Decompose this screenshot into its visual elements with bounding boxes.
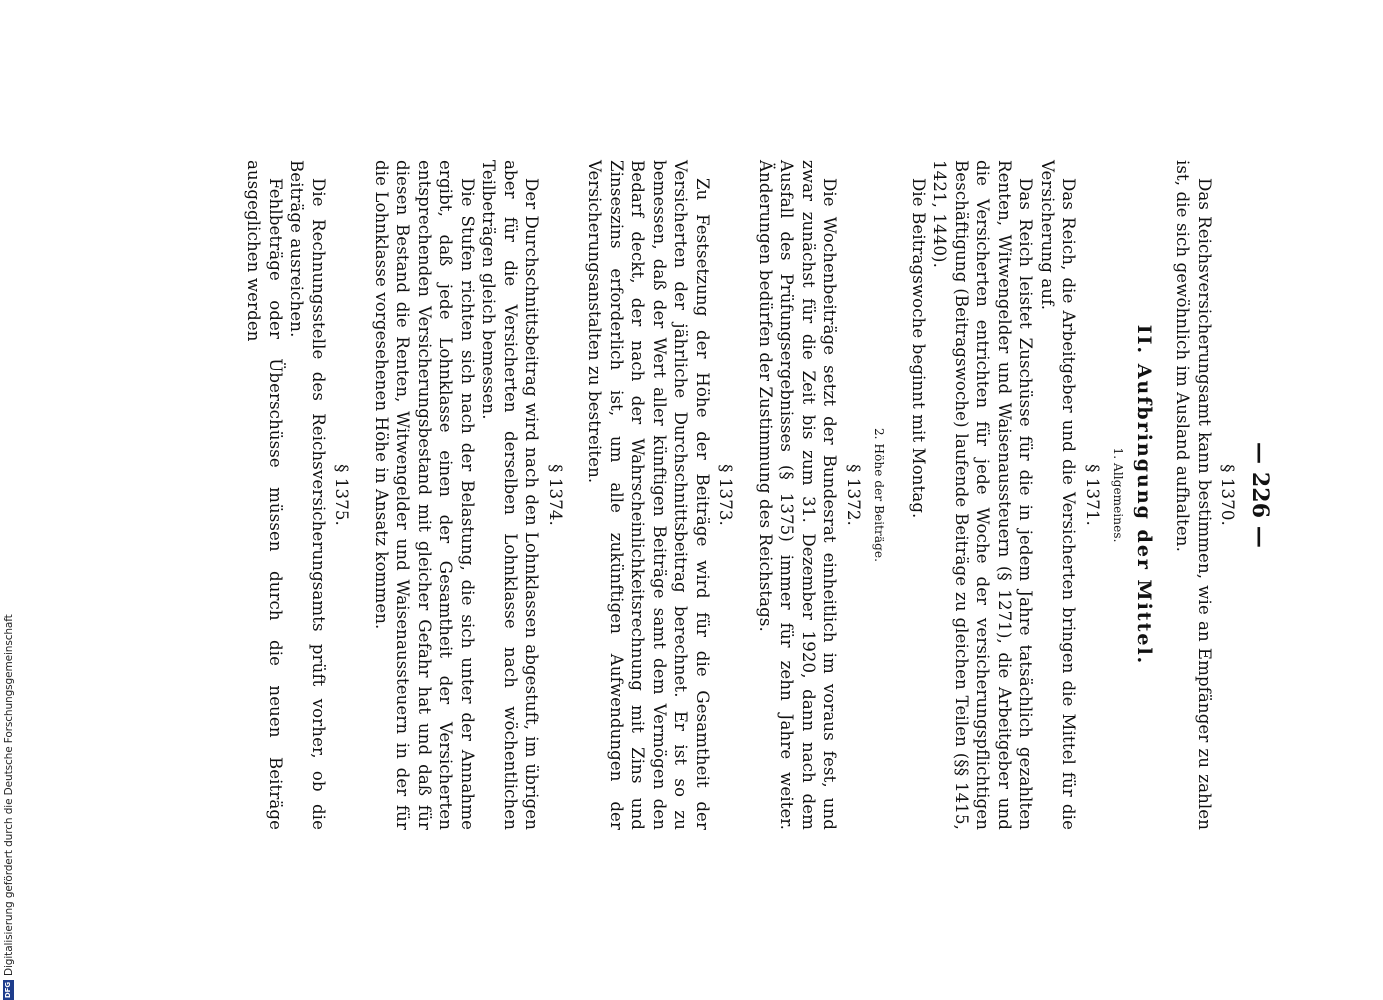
paragraph-1371-text-1: Das Reich, die Arbeitgeber und die Versicherten bringen die Mittel für die Versicherung auf. [1038, 160, 1079, 830]
paragraph-1375-text-2: Fehlbeträge oder Überschüsse müssen durch die neuen Beiträge ausgeglichen werden [244, 160, 285, 830]
paragraph-1372-text: Die Wochenbeiträge setzt der Bundesrat einheitlich im voraus fest, und zwar zunächst für die Zeit bis zum 31. Dezember 1920, dann nach dem Ausfall des Prüfungsergebnisses (§ 1375) immer für zehn Jahre weiter. Änderungen bedürfen der Zustimmung des Reichstags. [756, 160, 840, 830]
paragraph-heading-1371: § 1371. [1083, 464, 1102, 526]
paragraph-heading-1375: § 1375. [332, 464, 352, 526]
paragraph-1371-text-2: Das Reich leistet Zuschüsse für die in jedem Jahre tatsächlich gezahlten Renten, Witwengelder und Waisenaussteuern (§ 1271), die Arbeitgeber und die Versicherten entrichten für jede Woche der versicherungspflichtigen Beschäftigung (Beitragswoche) laufende Beiträge zu gleichen Teilen (§§ 1415, 1421, 1440). [930, 160, 1036, 830]
subsection-title-hoehe-der-beitraege: 2. Höhe der Beiträge. [872, 427, 887, 563]
paragraph-heading-1370: § 1370. [1218, 464, 1238, 526]
dfg-logo-icon: DFG [4, 981, 12, 999]
section-title-aufbringung: II. Aufbringung der Mittel. [1133, 324, 1155, 666]
footer-text: Digitalisierung gefördert durch die Deutsche Forschungsgemeinschaft [2, 614, 15, 976]
digitization-footer [1, 606, 16, 1000]
paragraph-1371-text-3: Die Beitragswoche beginnt mit Montag. [909, 178, 928, 519]
paragraph-heading-1372: § 1372. [844, 464, 863, 526]
document-page [160, 160, 1273, 830]
paragraph-1374-text-1: Der Durchschnittsbeitrag wird nach den Lohnklassen abgestuft, im übrigen aber für die Versicherten derselben Lohnklasse nach wöchentlichen Teilbeträgen gleich bemessen. [479, 160, 542, 830]
page-number: — 226 — [1247, 442, 1273, 548]
paragraph-heading-1373: § 1373. [716, 464, 736, 526]
paragraph-1373-text: Zu Festsetzung der Höhe der Beiträge wird für die Gesamtheit der Versicherten der jährliche Durchschnittsbeitrag berechnet. Er ist so zu bemessen, daß der Wert aller künftigen Beiträge samt dem Vermögen den Bedarf deckt, der nach der Wahrscheinlichkeitsrechnung mit Zins und Zinseszins erforderlich ist, um alle zukünftigen Aufwendungen der Versicherungsanstalten zu bestreiten. [585, 160, 712, 830]
paragraph-heading-1374: § 1374. [546, 464, 565, 526]
subsection-title-allgemeines: 1. Allgemeines. [1111, 447, 1126, 543]
paragraph-1375-text-1: Die Rechnungsstelle des Reichsversicherungsamts prüft vorher, ob die Beiträge ausreichen. [287, 160, 328, 830]
document-page-area [160, 160, 1273, 830]
paragraph-1374-text-2: Die Stufen richten sich nach der Belastung, die sich unter der Annahme ergibt, daß jede Lohnklasse einen der Gesamtheit der Versicherten entsprechenden Versicherungsbestand mit gleicher Gefahr hat und daß für diesen Bestand die Renten, Witwengelder und Waisenaussteuern in der für die Lohnklasse vorgesehenen Höhe in Ansatz kommen. [372, 160, 477, 830]
paragraph-1370-text: Das Reichsversicherungsamt kann bestimmen, wie an Empfänger zu zahlen ist, die sich gewöhnlich im Ausland aufhalten. [1173, 160, 1214, 830]
